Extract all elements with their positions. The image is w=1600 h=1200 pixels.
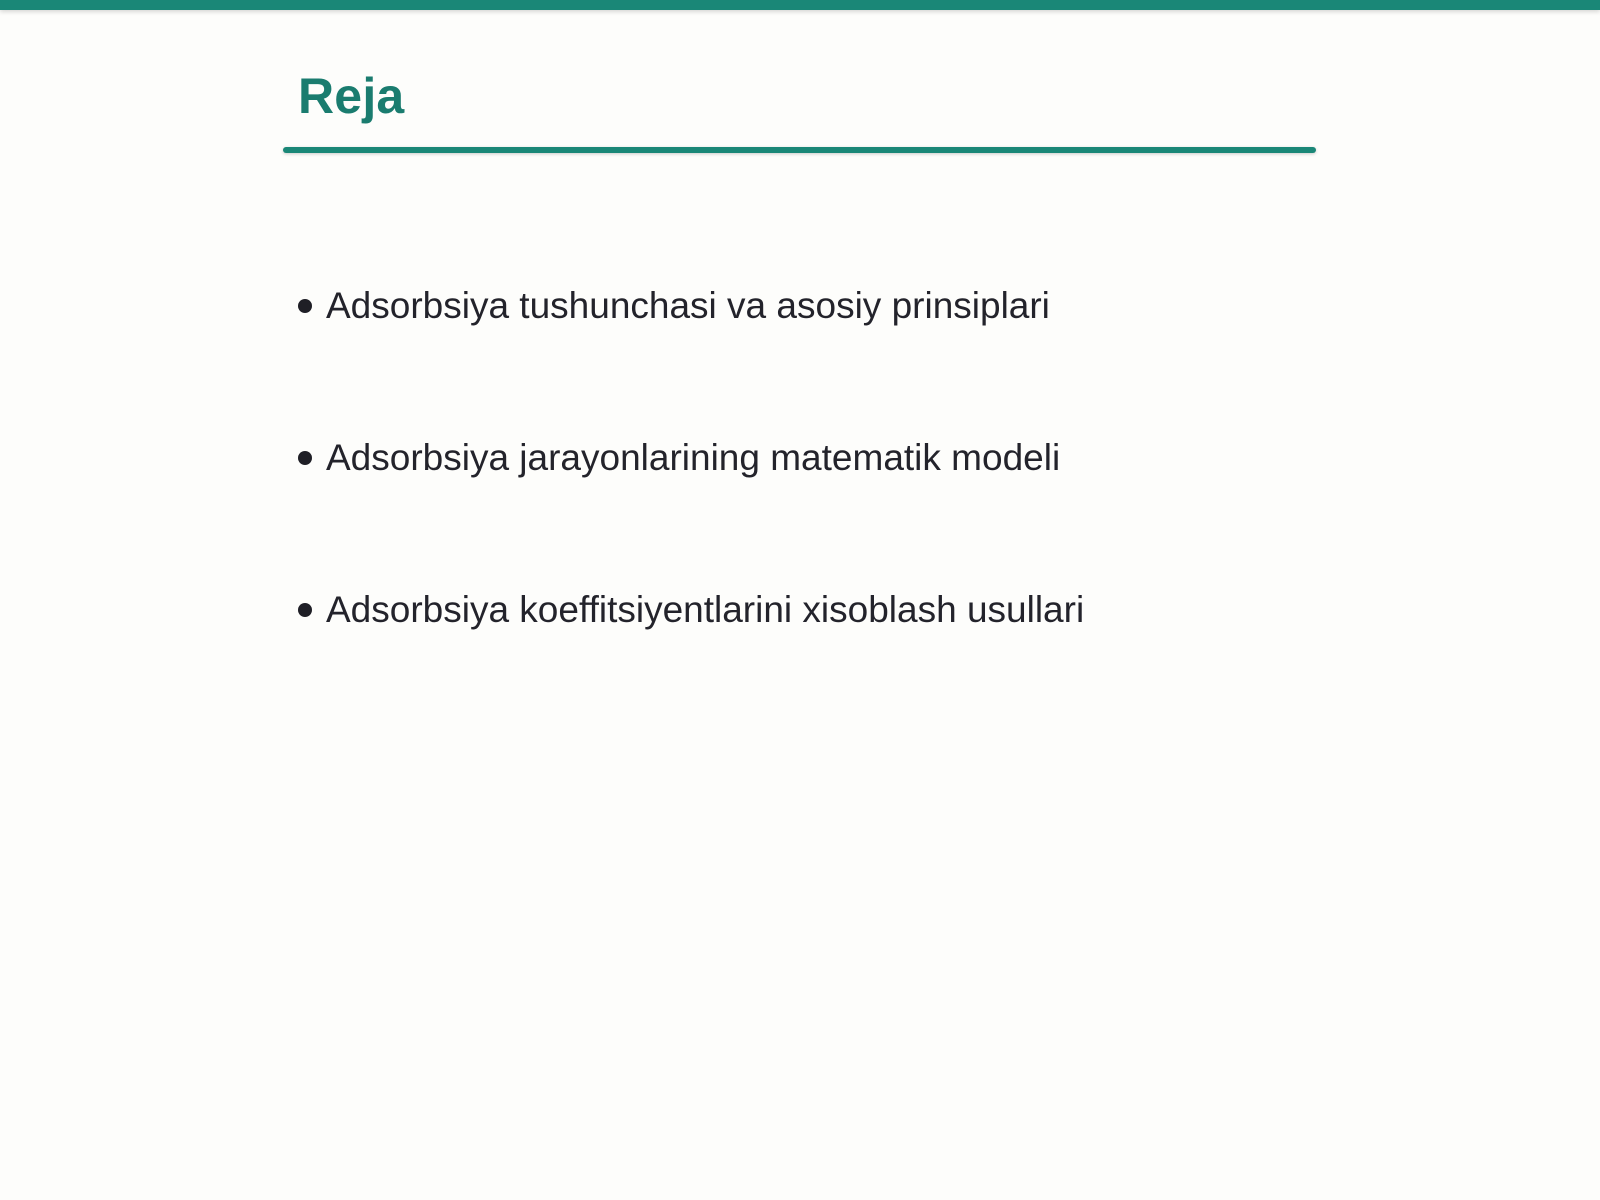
title-underline <box>283 147 1316 153</box>
bullet-text: Adsorbsiya tushunchasi va asosiy prinsiplari <box>326 285 1050 326</box>
slide-title: Reja <box>298 68 405 124</box>
top-accent-bar <box>0 0 1600 10</box>
list-item <box>298 276 1084 336</box>
bullet-icon <box>298 603 312 617</box>
list-item <box>298 428 1084 488</box>
list-item <box>298 580 1084 640</box>
bullet-icon <box>298 451 312 465</box>
bullet-text: Adsorbsiya koeffitsiyentlarini xisoblash usullari <box>326 589 1085 630</box>
bullet-list <box>298 276 1084 732</box>
bullet-text: Adsorbsiya jarayonlarining matematik modeli <box>326 437 1061 478</box>
bullet-icon <box>298 299 312 313</box>
